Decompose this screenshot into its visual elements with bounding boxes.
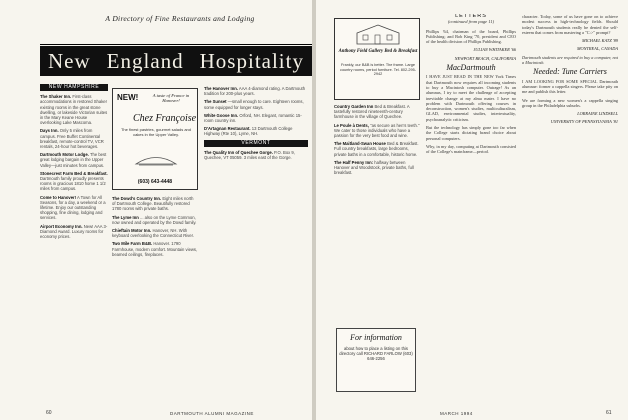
letter-body: Why, in my day, computing at Dartmouth consisted of the College's mainframe—period.	[426, 143, 516, 155]
listing-entry: Dartmouth Motor Lodge. The best great lodging bargain in the Upper Valley—just minutes from campus.	[40, 152, 107, 168]
editor-reply: Dartmouth students are required to buy a computer, not a Macintosh.	[522, 54, 618, 66]
page-number-right: 61	[606, 410, 612, 416]
letter-body: But the technology has simply gone too far when the College starts dictating brand choice about personal computers.	[426, 125, 516, 141]
listing-entry: The Shaker Inn. First-class accommodations in restored Shaker existing rooms in the great stone dwelling, or lakeside Victorian suites in the Mary Keane House overlooking Lake Mascoma.	[40, 94, 108, 126]
listing-entry: Come to Hanover! A Town for All Seasons, for a day, a weekend or a lifetime. Enjoy our outstanding shopping, fine dining, lodging and services.	[40, 194, 106, 221]
letter-body: I HAVE JUST READ IN THE NEW York Times that Dartmouth now requires all incoming students to buy a Macintosh computer. Outrage! As an alumnus, I try to meet the challenge of accepting inevitable change at my alma mater. I have no problem with Dartmouth offering courses in deconstruction, women's studies, multiculturalism, GLAD, environmental studies, intertextuality, psychoanalytic criticism.	[426, 74, 516, 122]
banner-word-1: New	[48, 48, 91, 73]
listing-column-2	[112, 196, 198, 402]
ad-body: The finest pastries, gourmet salads and cakes in the Upper Valley.	[120, 127, 192, 137]
new-label: NEW!	[117, 93, 139, 102]
listing-column-3	[204, 86, 308, 402]
signature-name: LORRAINE LINDSELL	[577, 111, 618, 117]
listing-entry: White Goose Inn. Orford, NH. Elegant, romantic 15-room country inn.	[204, 112, 302, 124]
letters-head: LETTERS	[455, 14, 487, 19]
listing-entry: The Dowd's Country Inn. Eight miles north of Dartmouth College. Beautifully restored 1780 rooms with private baths.	[112, 196, 194, 212]
letter-subhead: MacDartmouth	[446, 63, 496, 73]
signature-name: MICHAEL KATZ '89	[581, 38, 618, 44]
signature-place: MONTREAL, CANADA	[576, 46, 618, 52]
info-box-body: about how to place a listing on this directory call RICHARD FARLOW (603) 646-2256	[339, 346, 413, 362]
signature-place: UNIVERSITY OF PENNSYLVANIA '81	[550, 119, 618, 125]
ad-name: Chez Françoise	[133, 113, 197, 124]
listing-entry: The Lyme Inn ... also on the Lyme Common, now owned and operated by the Dowd family.	[112, 214, 197, 225]
listing-entry: Days Inn. Only 5 miles from campus. Free Buffet Continental breakfast, remote-control TV, VCR rentals, 24-hour hot beverages.	[40, 128, 104, 150]
letters-column-2	[522, 14, 618, 400]
letter-body: We are forming a new women's a cappella singing group in the Philadelphia suburbs.	[522, 97, 618, 108]
letter-intro: Phillips '64, chairman of the board, Phillips Publishing; and Bob King '70, president and CEO of the health division of Phillips Publishing.	[426, 28, 516, 45]
letters-column-1	[426, 14, 516, 400]
listing-entry: Stonecrest Farm Bed & Breakfast. Dartmouth family proudly presents rooms in gracious 1810 home 1 1/2 miles from campus.	[40, 170, 108, 192]
section-head-new-hampshire: NEW HAMPSHIRE	[40, 84, 108, 91]
listing-entry: Country Garden Inn Bed & Breakfast. A tastefully restored nineteenth-century farmhouse in the village of Quechee.	[334, 104, 410, 120]
letter-subhead: Needed: Tune Carriers	[533, 67, 607, 77]
house-sketch-icon	[353, 23, 403, 45]
signature-name: JULIAN WHITAKER '66	[473, 47, 516, 53]
listing-entry: The Quality Inn of Quechee Gorge. P.O. Box 9, Quechee, VT 05059. 3 miles east of the Gorge.	[204, 149, 295, 161]
signature-place: NEWPORT BEACH, CALIFORNIA	[454, 55, 516, 61]
letters-sub: (continued from page 11)	[447, 19, 495, 25]
anthony-ad-title: Anthony Field Gallery Bed & Breakfast	[338, 49, 418, 54]
banner	[40, 46, 312, 76]
listing-entry: The Hanover Inn. AAA 4-diamond rating. A Dartmouth tradition for 200-plus years.	[204, 86, 306, 97]
listing-entry: Airport Economy Inn. New! AAA 3-Diamond Award. Luxury rooms for economy prices.	[40, 223, 108, 240]
listing-entry: Two Mile Farm B&B. Hanover. 1790 Farmhouse, modern comfort. Mountain views, beamed ceilings, fireplaces.	[112, 241, 198, 257]
left-page	[0, 0, 312, 420]
anthony-ad-body: Frankly, our B&B is better. The frame. Large country rooms, period furniture. Tel. 802-295-2942	[340, 63, 416, 77]
listing-entry: Chieftain Motor Inn. Hanover, NH. With keyboard overlooking the Connecticut River.	[112, 228, 194, 239]
listing-entry: The Half Penny Inn: halfway between Hanover and Woodstock, private baths, full breakfast.	[334, 159, 414, 176]
listing-entry: D'Artagnan Restaurant. 13 Dartmouth College Highway (Rte 10), Lyme, NH.	[204, 126, 293, 137]
ad-tagline: A taste of France in Hanover!	[152, 93, 190, 104]
footer-date: MARCH 1994	[440, 411, 473, 416]
banner-word-3: Hospitality	[199, 48, 304, 73]
letter-body: I AM LOOKING FOR SOME SPECIAL Dartmouth alumnae: former a cappella singers. Please take pity on me and publish this letter.	[522, 78, 618, 95]
anthony-field-ad	[334, 18, 420, 100]
footer-magazine: DARTMOUTH ALUMNI MAGAZINE	[170, 411, 254, 416]
listing-column-1	[40, 82, 108, 402]
ad-phone: (603) 643-4448	[137, 179, 173, 185]
banner-rule	[40, 44, 312, 45]
listing-entry: The Maitland-Swan House Bed & Breakfast. Full country breakfasts, large bedrooms, private baths in a comfortable, historic home.	[334, 141, 419, 157]
listing-column-4	[334, 104, 420, 324]
directory-title: A Directory of Fine Restaurants and Lodging	[105, 14, 255, 23]
section-head-vermont: VERMONT	[204, 140, 308, 147]
page-number-left: 60	[46, 410, 52, 416]
banner-word-2: England	[106, 48, 184, 73]
info-box	[336, 328, 416, 392]
listing-entry: Le Poule à Dents, "as secure as hen's teeth." We cater to those individuals who have a passion for the very best food and wine.	[334, 122, 420, 139]
listing-entry: The Sunset —small enough to care. Eighteen rooms, some equipped for longer stays.	[204, 99, 304, 110]
chez-francoise-ad	[112, 88, 198, 190]
pastry-sketch-icon	[131, 149, 181, 169]
info-box-title: For information	[350, 333, 402, 342]
letter-body: character. Today, some of us have gone on to achieve modest success in high-technology fields. Should today's Dartmouth students really be denied the self-esteem that comes from mastering a "C:>" prompt?	[522, 14, 618, 35]
